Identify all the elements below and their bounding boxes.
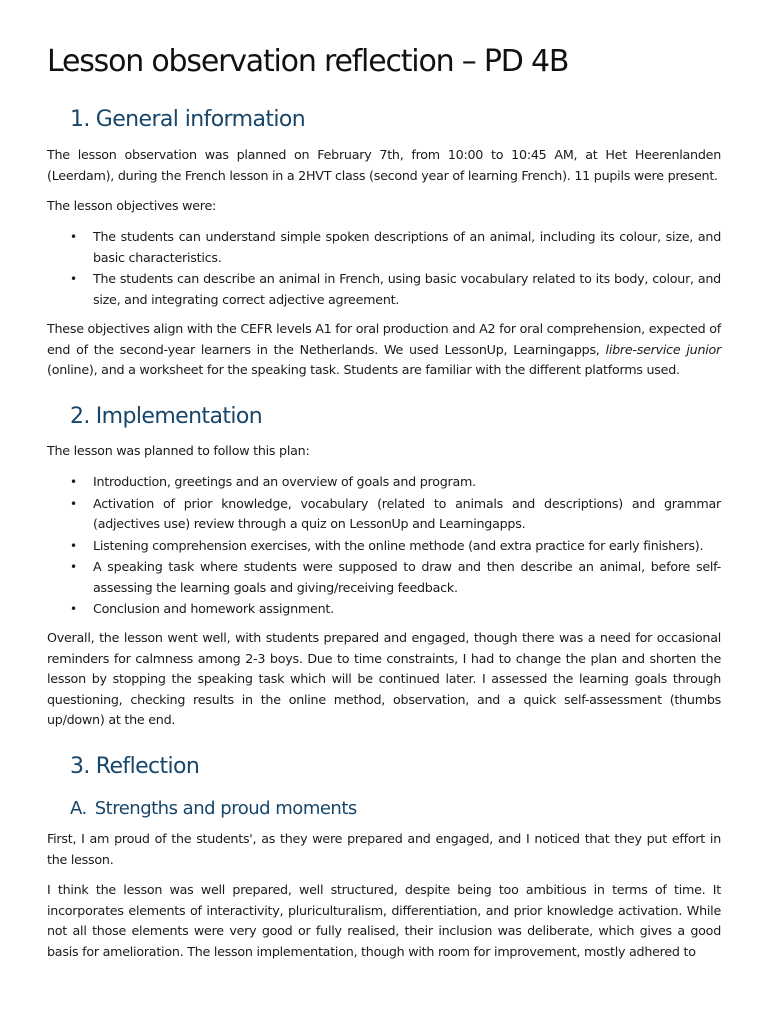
section-title: Implementation bbox=[95, 404, 263, 429]
section-title: Reflection bbox=[95, 754, 200, 779]
bullet-icon: • bbox=[70, 475, 77, 489]
paragraph-observation-details: The lesson observation was planned on February 7th, from 10:00 to 10:45 AM, at Het Heerenlanden (Leerdam), during the French lesson in a 2HVT class (second year of learning French). 11 pupils were present. bbox=[47, 147, 721, 183]
bullet-icon: • bbox=[70, 496, 77, 511]
list-item bbox=[47, 557, 721, 598]
italic-text-run: libre-service junior bbox=[605, 341, 722, 357]
subsection-heading-strengths bbox=[70, 798, 357, 819]
bullet-icon: • bbox=[70, 602, 77, 616]
paragraph-cefr-alignment bbox=[47, 319, 721, 381]
list-item-text: Activation of prior knowledge, vocabulary (related to animals and descriptions) and grammar (adjectives use) review through a quiz on LessonUp and Learningapps. bbox=[93, 495, 721, 531]
paragraph-lesson-preparation: I think the lesson was well prepared, well structured, despite being too ambitious in terms of time. It incorporates elements of interactivity, pluriculturalism, differentiation, and prior knowledge activation. While not all those elements were very good or fully realised, their inclusion was deliberate, which gives a good basis for amelioration. The lesson implementation, though with room for improvement, mostly adhered to bbox=[47, 882, 721, 959]
list-item bbox=[47, 494, 721, 535]
bullet-icon: • bbox=[70, 560, 77, 574]
section-heading-implementation bbox=[70, 404, 262, 429]
section-title: General information bbox=[95, 107, 306, 132]
list-item bbox=[47, 472, 721, 493]
subsection-title: Strengths and proud moments bbox=[94, 798, 357, 819]
list-item-text: Conclusion and homework assignment. bbox=[93, 601, 334, 616]
text-run: These objectives align with the CEFR levels A1 for oral production and A2 for oral comprehension, expected of end of the second-year learners in the Netherlands. We used LessonUp, Learningapps, bbox=[47, 321, 721, 357]
subsection-letter: A. bbox=[70, 798, 87, 819]
section-number: 2. bbox=[70, 404, 90, 429]
list-item-text: The students can understand simple spoken descriptions of an animal, including its colour, size, and basic characteristics. bbox=[93, 229, 721, 265]
document-title: Lesson observation reflection – PD 4B bbox=[47, 44, 569, 79]
section-heading-reflection bbox=[70, 754, 199, 779]
section-number: 1. bbox=[70, 107, 90, 132]
list-item bbox=[47, 536, 721, 557]
paragraph-students-proud: First, I am proud of the students', as they were prepared and engaged, and I noticed that they put effort in the lesson. bbox=[47, 831, 721, 867]
objectives-list bbox=[47, 227, 721, 310]
section-number: 3. bbox=[70, 754, 90, 779]
list-item-text: A speaking task where students were supposed to draw and then describe an animal, before self-assessing the learning goals and giving/receiving feedback. bbox=[93, 559, 721, 595]
paragraph-plan-intro: The lesson was planned to follow this plan: bbox=[47, 443, 310, 458]
text-run: (online), and a worksheet for the speaking task. Students are familiar with the different platforms used. bbox=[47, 362, 680, 377]
list-item bbox=[47, 599, 721, 620]
list-item bbox=[47, 269, 721, 310]
section-heading-general-information bbox=[70, 107, 305, 132]
lesson-plan-list bbox=[47, 472, 721, 620]
list-item-text: Introduction, greetings and an overview of goals and program. bbox=[93, 474, 476, 489]
paragraph-objectives-intro: The lesson objectives were: bbox=[47, 198, 217, 213]
bullet-icon: • bbox=[70, 230, 77, 244]
list-item-text: Listening comprehension exercises, with the online methode (and extra practice for early finishers). bbox=[93, 537, 704, 553]
list-item-text: The students can describe an animal in French, using basic vocabulary related to its body, colour, and size, and integrating correct adjective agreement. bbox=[93, 271, 721, 307]
list-item bbox=[47, 227, 721, 268]
bullet-icon: • bbox=[70, 272, 77, 286]
bullet-icon: • bbox=[70, 538, 77, 553]
paragraph-implementation-summary: Overall, the lesson went well, with students prepared and engaged, though there was a need for occasional reminders for calmness among 2-3 boys. Due to time constraints, I had to change the plan and shorten the lesson by stopping the speaking task which will be continued later. I assessed the learning goals through questioning, checking results in the online method, observation, and a quick self-assessment (thumbs up/down) at the end. bbox=[47, 630, 721, 727]
